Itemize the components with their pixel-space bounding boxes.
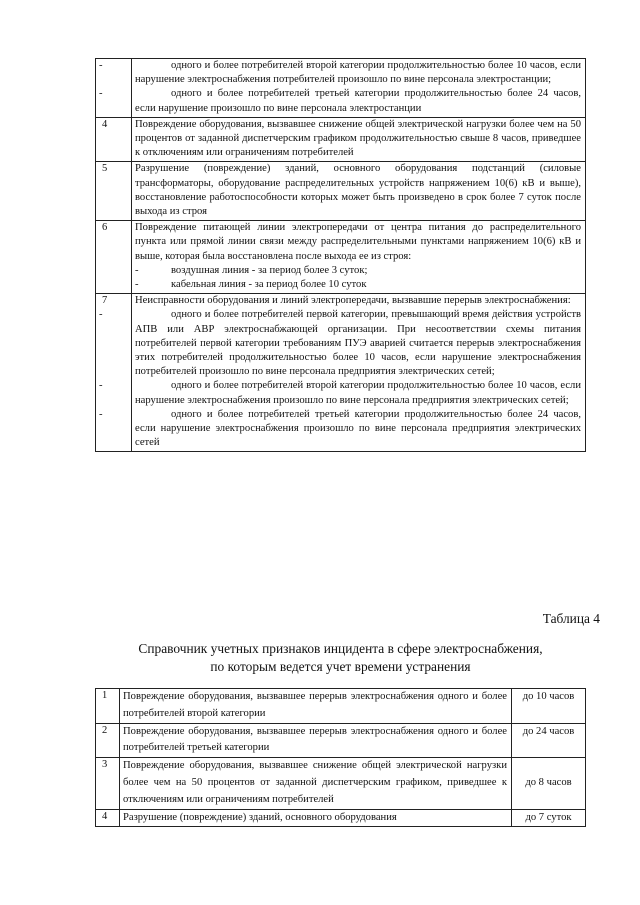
list-item: - одного и более потребителей второй категории продолжительностью более 10 часов, если нарушение электроснабжения произошло по вине персонала предприятия электрических сетей; [99,380,581,406]
row-duration: до 8 часов [512,758,586,809]
bullet-list [99,59,581,116]
row-number: 7 [96,294,132,452]
row-description: Повреждение оборудования, вызвавшее снижение общей электрической нагрузки более чем на 50 процентов от заданной диспетчерским графиком продолжительностью свыше 8 часов, приведшее к отключениям или ограничениям потребителей [132,117,586,162]
row-description: Повреждение оборудования, вызвавшее перерыв электроснабжения одного и более потребителей второй категории [120,689,512,724]
list-item: - одного и более потребителей первой категории, превышающий время действия устройств АПВ или АВР электроснабжающей организации. При несоответствии схемы питания потребителей первой категории требованиям ПУЭ аварией считается перерыв электроснабжения этих потребителей продолжительностью более 10 часов, если нарушение электроснабжения потребителей произошло по вине персонала предприятия электрических сетей; [99,309,581,378]
table-row [96,723,586,758]
row-description [99,59,586,118]
row-number: 4 [96,809,120,827]
row-description: Повреждение оборудования, вызвавшее снижение общей электрической нагрузки более чем на 50 процентов от заданной диспетчерским графиком, приведшее к отключениям или ограничениям потребителей [120,758,512,809]
row-number: 3 [96,758,120,809]
table-row [96,809,586,827]
row-number: 2 [96,723,120,758]
row-intro: Неисправности оборудования и линий электропередачи, вызвавшие перерыв электроснабжения: [135,295,571,307]
row-description: Разрушение (повреждение) зданий, основного оборудования [120,809,512,827]
table-caption: Таблица 4 [542,611,600,626]
row-description: Разрушение (повреждение) зданий, основного оборудования подстанций (силовые трансформаторы, оборудование распределительных устройств напряжением 10(6) кВ и выше), восстановление работоспособности которых может быть произведено в срок более 7 суток после выхода из строя [132,162,586,221]
heading-line: Справочник учетных признаков инцидента в сфере электроснабжения, [138,641,543,656]
list-item: - одного и более потребителей третьей категории продолжительностью более 24 часов, если нарушение произошло по вине персонала электростанции [99,88,581,114]
list-item: - одного и более потребителей третьей категории продолжительностью более 24 часов, если нарушение электроснабжения произошло по вине персонала предприятия электрических сетей [99,408,581,449]
row-number: 1 [96,689,120,724]
bullet-list [135,264,581,292]
row-description [99,294,586,452]
table-row [96,162,586,221]
table-row [96,59,586,118]
resolution-time-table [95,688,586,827]
row-intro: Повреждение питающей линии электропередачи от центра питания до распределительного пункта или прямой линии связи между распределительными пунктами напряжением 10(6) кВ и выше, которая была восстановлена после выхода ее из строя: [135,222,581,262]
list-item: - кабельная линия - за период более 10 суток [135,279,367,291]
table-row [96,221,586,294]
heading-line: по которым ведется учет времени устранения [210,659,471,674]
row-duration: до 7 суток [512,809,586,827]
table-row [96,117,586,162]
row-number: 6 [96,221,132,294]
row-number: 5 [96,162,132,221]
list-item: - одного и более потребителей второй категории продолжительностью более 10 часов, если нарушение электроснабжения потребителей произошло по вине персонала электростанции; [99,60,581,86]
row-number: 4 [96,117,132,162]
table-row [96,689,586,724]
table-row [96,294,586,452]
section-heading [95,640,586,676]
row-description: Повреждение оборудования, вызвавшее перерыв электроснабжения одного и более потребителей третьей категории [120,723,512,758]
row-duration: до 24 часов [512,723,586,758]
list-item: - воздушная линия - за период более 3 суток; [135,264,368,276]
row-duration: до 10 часов [512,689,586,724]
bullet-list [99,308,581,450]
row-description [132,221,586,294]
table-row [96,758,586,809]
incident-criteria-table [95,58,586,452]
